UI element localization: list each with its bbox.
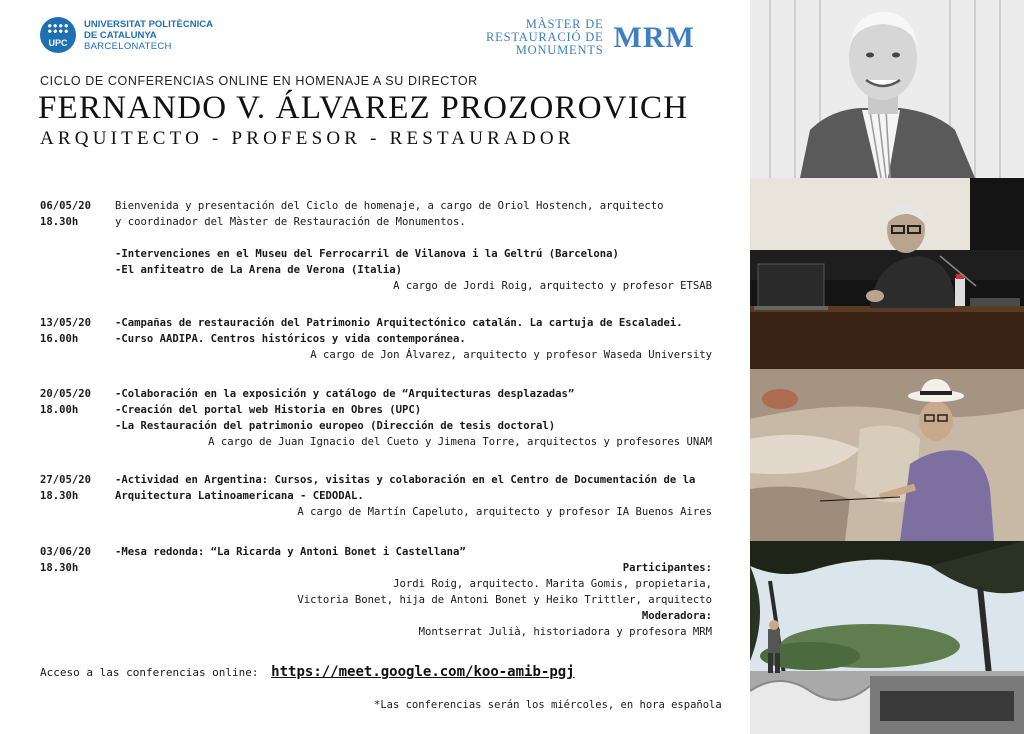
session-talk: Arquitectura Latinoamericana - CEDODAL. bbox=[115, 490, 364, 502]
upc-name-line2: DE CATALUNYA bbox=[84, 29, 157, 41]
session-intro: Bienvenida y presentación del Ciclo de homenaje, a cargo de Oriol Hostench, arquitecto bbox=[115, 200, 664, 212]
session-talk: -Intervenciones en el Museu del Ferrocarril de Vilanova i la Geltrú (Barcelona) bbox=[115, 248, 619, 260]
lecture-photo bbox=[750, 178, 1024, 369]
session-talk: -Campañas de restauración del Patrimonio Arquitectónico catalán. La cartuja de Escaladei. bbox=[115, 317, 683, 329]
session-talk: -Curso AADIPA. Centros históricos y vida contemporánea. bbox=[115, 333, 466, 345]
meeting-link[interactable]: https://meet.google.com/koo-amib-pgj bbox=[271, 664, 575, 680]
session-time: 18.30h bbox=[40, 562, 79, 574]
session-date: 03/06/20 bbox=[40, 546, 92, 558]
upc-name-line1: UNIVERSITAT POLITÈCNICA bbox=[84, 18, 213, 30]
upc-name-line3: BARCELONATECH bbox=[84, 40, 172, 52]
session-date: 13/05/20 bbox=[40, 317, 92, 329]
session-talk: -Creación del portal web Historia en Obres (UPC) bbox=[115, 404, 422, 416]
mrm-line2: RESTAURACIÓ DE bbox=[486, 30, 604, 44]
mrm-abbreviation: MRM bbox=[613, 20, 695, 54]
session-date: 20/05/20 bbox=[40, 388, 92, 400]
session-time: 18.30h bbox=[40, 490, 79, 502]
la-ricarda-photo bbox=[750, 541, 1024, 734]
session-talk: -Actividad en Argentina: Cursos, visitas y colaboración en el Centro de Documentación de la bbox=[115, 474, 696, 486]
cycle-subtitle: CICLO DE CONFERENCIAS ONLINE EN HOMENAJE A SU DIRECTOR bbox=[40, 74, 478, 88]
session-speaker: A cargo de Martín Capeluto, arquitecto y profesor IA Buenos Aires bbox=[297, 506, 712, 518]
participants-label: Participantes: bbox=[622, 562, 712, 574]
session-speaker: A cargo de Jordi Roig, arquitecto y profesor ETSAB bbox=[393, 280, 712, 292]
footnote: *Las conferencias serán los miércoles, en hora española bbox=[374, 699, 722, 711]
session-talk: -Colaboración en la exposición y catálogo de “Arquitecturas desplazadas” bbox=[115, 388, 575, 400]
mrm-logo bbox=[486, 18, 695, 57]
session-talk: -La Restauración del patrimonio europeo (Dirección de tesis doctoral) bbox=[115, 420, 556, 432]
honoree-name: FERNANDO V. ÁLVAREZ PROZOROVICH bbox=[38, 90, 689, 126]
portrait-photo bbox=[750, 0, 1024, 178]
session-time: 18.30h bbox=[40, 216, 79, 228]
participants-list: Victoria Bonet, hija de Antoni Bonet y Heiko Trittler, arquitecto bbox=[297, 594, 712, 606]
site-visit-photo bbox=[750, 369, 1024, 541]
participants-list: Jordi Roig, arquitecto. Marita Gomis, propietaria, bbox=[393, 578, 712, 590]
moderator-name: Montserrat Julià, historiadora y profesora MRM bbox=[418, 626, 712, 638]
upc-emblem-mark: UPC bbox=[48, 38, 68, 48]
moderator-label: Moderadora: bbox=[641, 610, 712, 622]
session-talk: -El anfiteatro de La Arena de Verona (Italia) bbox=[115, 264, 403, 276]
session-date: 06/05/20 bbox=[40, 200, 92, 212]
session-time: 18.00h bbox=[40, 404, 79, 416]
session-time: 16.00h bbox=[40, 333, 79, 345]
session-speaker: A cargo de Juan Ignacio del Cueto y Jimena Torre, arquitectos y profesores UNAM bbox=[208, 436, 712, 448]
upc-emblem-icon bbox=[40, 17, 76, 53]
session-intro: y coordinador del Màster de Restauración de Monumentos. bbox=[115, 216, 466, 228]
access-info bbox=[40, 664, 575, 680]
session-speaker: A cargo de Jon Álvarez, arquitecto y profesor Waseda University bbox=[310, 349, 712, 361]
mrm-line3: MONUMENTS bbox=[515, 43, 604, 57]
session-date: 27/05/20 bbox=[40, 474, 92, 486]
access-label: Acceso a las conferencias online: bbox=[40, 666, 259, 679]
honoree-roles: ARQUITECTO - PROFESOR - RESTAURADOR bbox=[40, 128, 575, 149]
photo-column bbox=[750, 0, 1024, 734]
session-talk: -Mesa redonda: “La Ricarda y Antoni Bonet i Castellana” bbox=[115, 546, 466, 558]
upc-logo bbox=[40, 17, 213, 53]
mrm-line1: MÀSTER DE bbox=[525, 17, 604, 31]
